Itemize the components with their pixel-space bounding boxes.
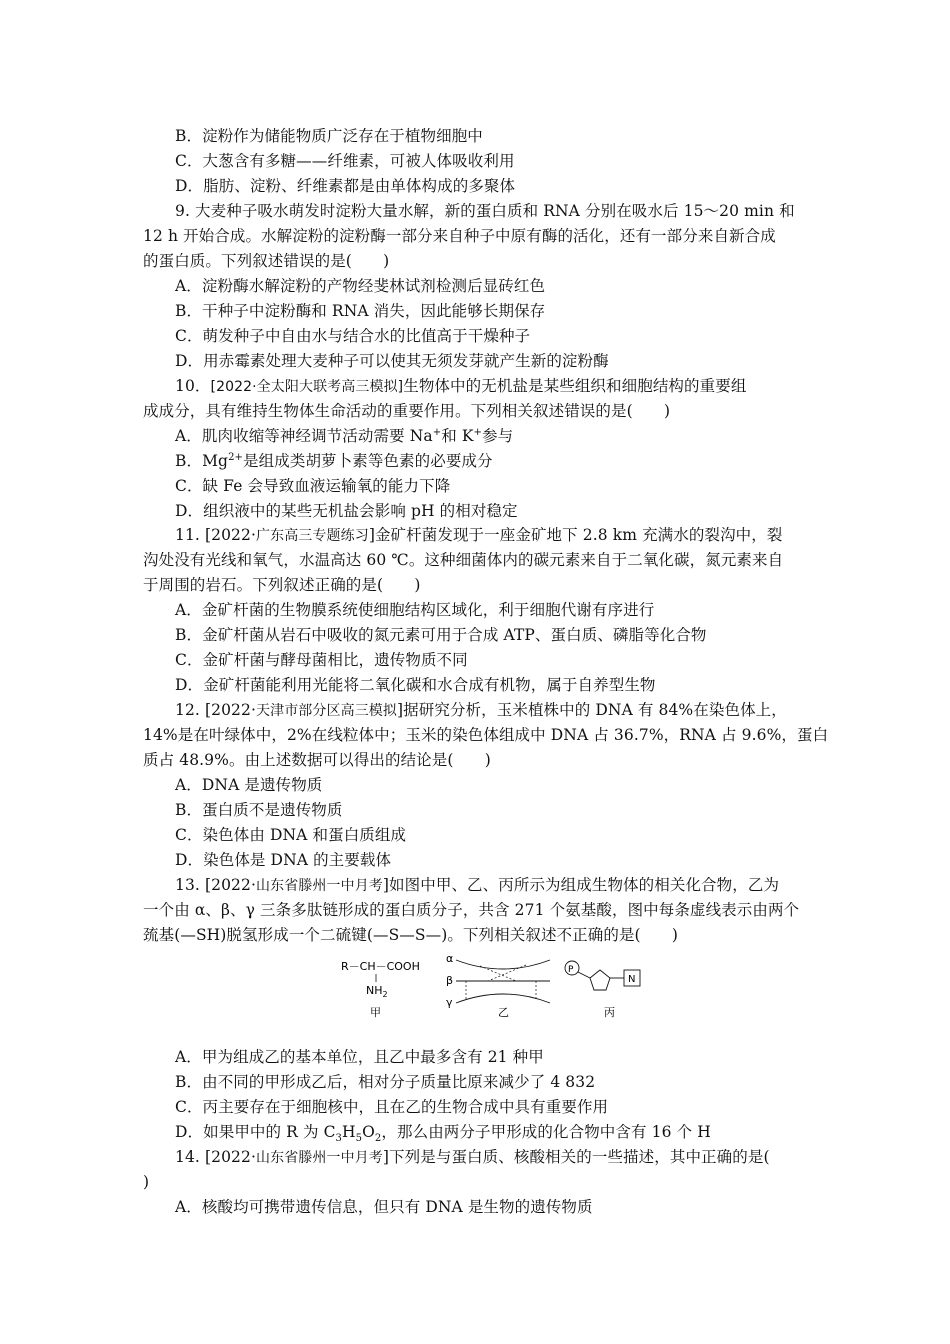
q11-source: 广东高三专题练习 xyxy=(256,528,369,544)
q10-option-a: A．肌肉收缩等神经调节活动需要 Na+和 K+参与 xyxy=(175,426,514,445)
q10-option-c: C．缺 Fe 会导致血液运输氧的能力下降 xyxy=(175,477,451,495)
alpha-chain xyxy=(456,960,550,969)
q8-option-b: B．淀粉作为储能物质广泛存在于植物细胞中 xyxy=(175,127,483,145)
phosphate-bond xyxy=(578,972,590,978)
jia-amino-group: $NH_2$ xyxy=(366,984,388,999)
q13-option-c: C．丙主要存在于细胞核中，且在乙的生物合成中具有重要作用 xyxy=(175,1098,609,1116)
q9-option-a: A．淀粉酶水解淀粉的产物经斐林试剂检测后显砖红色 xyxy=(175,277,546,295)
q11-stem-line1: 11. [2022·广东高三专题练习]金矿杆菌发现于一座金矿地下 2.8 km 充满水的裂沟中，裂 xyxy=(175,526,783,544)
yi-label: 乙 xyxy=(498,1006,509,1019)
q12-stem-line2: 14%是在叶绿体中，2%在线粒体中；玉米的染色体组成中 DNA 占 36.7%，RNA 占 9.6%，蛋白 xyxy=(143,726,829,744)
q12-option-b: B．蛋白质不是遗传物质 xyxy=(175,801,343,819)
bing-label: 丙 xyxy=(604,1006,615,1019)
pentose-ring xyxy=(590,970,610,990)
q12-stem-line1: 12. [2022·天津市部分区高三模拟]据研究分析，玉米植株中的 DNA 有 84%在染色体上， xyxy=(175,701,787,719)
jia-formula: R－CH－COOH xyxy=(341,960,420,973)
disulfide-bond xyxy=(480,966,516,981)
q13-stem-line1: 13. [2022·山东省滕州一中月考]如图中甲、乙、丙所示为组成生物体的相关化合物，乙为 xyxy=(175,876,780,894)
q12-option-c: C．染色体由 DNA 和蛋白质组成 xyxy=(175,826,407,844)
phosphate-symbol: P xyxy=(568,965,574,975)
q12-option-a: A．DNA 是遗传物质 xyxy=(175,776,323,794)
figure-bing xyxy=(565,961,640,1019)
q11-option-d: D．金矿杆菌能利用光能将二氧化碳和水合成有机物，属于自养型生物 xyxy=(175,676,656,694)
yi-gamma: γ xyxy=(446,996,453,1009)
q11-option-c: C．金矿杆菌与酵母菌相比，遗传物质不同 xyxy=(175,651,468,669)
q12-stem-line3: 质占 48.9%。由上述数据可以得出的结论是( ) xyxy=(143,751,491,769)
q13-stem-line2: 一个由 α、β、γ 三条多肽链形成的蛋白质分子，共含 271 个氨基酸，图中每条虚线表示由两个 xyxy=(143,901,800,919)
jia-label: 甲 xyxy=(370,1006,381,1019)
q10-option-b: B．$Mg^{2+}$是组成类胡萝卜素等色素的必要成分 xyxy=(175,451,493,470)
yi-beta: β xyxy=(446,974,454,987)
figure-jia xyxy=(341,960,420,1019)
q9-stem-line3: 的蛋白质。下列叙述错误的是( ) xyxy=(143,252,390,270)
q9-option-d: D．用赤霉素处理大麦种子可以使其无须发芽就产生新的淀粉酶 xyxy=(175,352,609,370)
q14-stem-line1: 14. [2022·山东省滕州一中月考]下列是与蛋白质、核酸相关的一些描述，其中正确的是( xyxy=(175,1148,770,1166)
q9-option-b: B．干种子中淀粉酶和 RNA 消失，因此能够长期保存 xyxy=(175,302,546,320)
q11-option-b: B．金矿杆菌从岩石中吸收的氮元素可用于合成 ATP、蛋白质、磷脂等化合物 xyxy=(175,626,707,644)
q13-option-b: B．由不同的甲形成乙后，相对分子质量比原来减少了 4 832 xyxy=(175,1073,596,1091)
q13-option-a: A．甲为组成乙的基本单位，且乙中最多含有 21 种甲 xyxy=(175,1048,544,1066)
q12-source: 天津市部分区高三模拟 xyxy=(256,703,397,719)
q9-stem-line2: 12 h 开始合成。水解淀粉的淀粉酶一部分来自种子中原有酶的活化，还有一部分来自新合成 xyxy=(143,227,776,245)
figure-yi xyxy=(446,952,550,1019)
q10-option-d: D．组织液中的某些无机盐会影响 pH 的相对稳定 xyxy=(175,502,518,520)
yi-alpha: α xyxy=(446,952,454,965)
q8-option-c: C．大葱含有多糖——纤维素，可被人体吸收利用 xyxy=(175,152,515,170)
q9-stem-line1: 9. 大麦种子吸水萌发时淀粉大量水解，新的蛋白质和 RNA 分别在吸水后 15～20 min 和 xyxy=(175,202,795,220)
q13-option-d: D．如果甲中的 R 为 $C_3H_5O_2$，那么由两分子甲形成的化合物中含有 16 个 H xyxy=(175,1123,711,1145)
compound-figure xyxy=(338,948,658,1026)
q11-option-a: A．金矿杆菌的生物膜系统使细胞结构区域化，利于细胞代谢有序进行 xyxy=(175,601,655,619)
q10-source: [2022·全太阳大联考高三模拟] xyxy=(210,379,404,395)
base-symbol: N xyxy=(628,974,636,985)
q13-source: 山东省滕州一中月考 xyxy=(256,878,383,894)
q10-stem-line1: 10．[2022·全太阳大联考高三模拟]生物体中的无机盐是某些组织和细胞结构的重要组 xyxy=(175,377,747,395)
q14-stem-line2: ) xyxy=(143,1173,150,1191)
q10-stem-line2: 成成分，具有维持生物体生命活动的重要作用。下列相关叙述错误的是( ) xyxy=(143,402,671,420)
q12-option-d: D．染色体是 DNA 的主要载体 xyxy=(175,851,392,869)
q8-option-d: D．脂肪、淀粉、纤维素都是由单体构成的多聚体 xyxy=(175,177,516,195)
q11-stem-line2: 沟处没有光线和氧气，水温高达 60 ℃。这种细菌体内的碳元素来自于二氧化碳，氮元素来自 xyxy=(143,551,784,569)
q11-stem-line3: 于周围的岩石。下列叙述正确的是( ) xyxy=(143,576,421,594)
q9-option-c: C．萌发种子中自由水与结合水的比值高于干燥种子 xyxy=(175,327,531,345)
q14-source: 山东省滕州一中月考 xyxy=(256,1150,383,1166)
q14-option-a: A．核酸均可携带遗传信息，但只有 DNA 是生物的遗传物质 xyxy=(175,1198,593,1216)
q13-stem-line3: 巯基(—SH)脱氢形成一个二硫键(—S—S—)。下列相关叙述不正确的是( ) xyxy=(143,926,679,944)
